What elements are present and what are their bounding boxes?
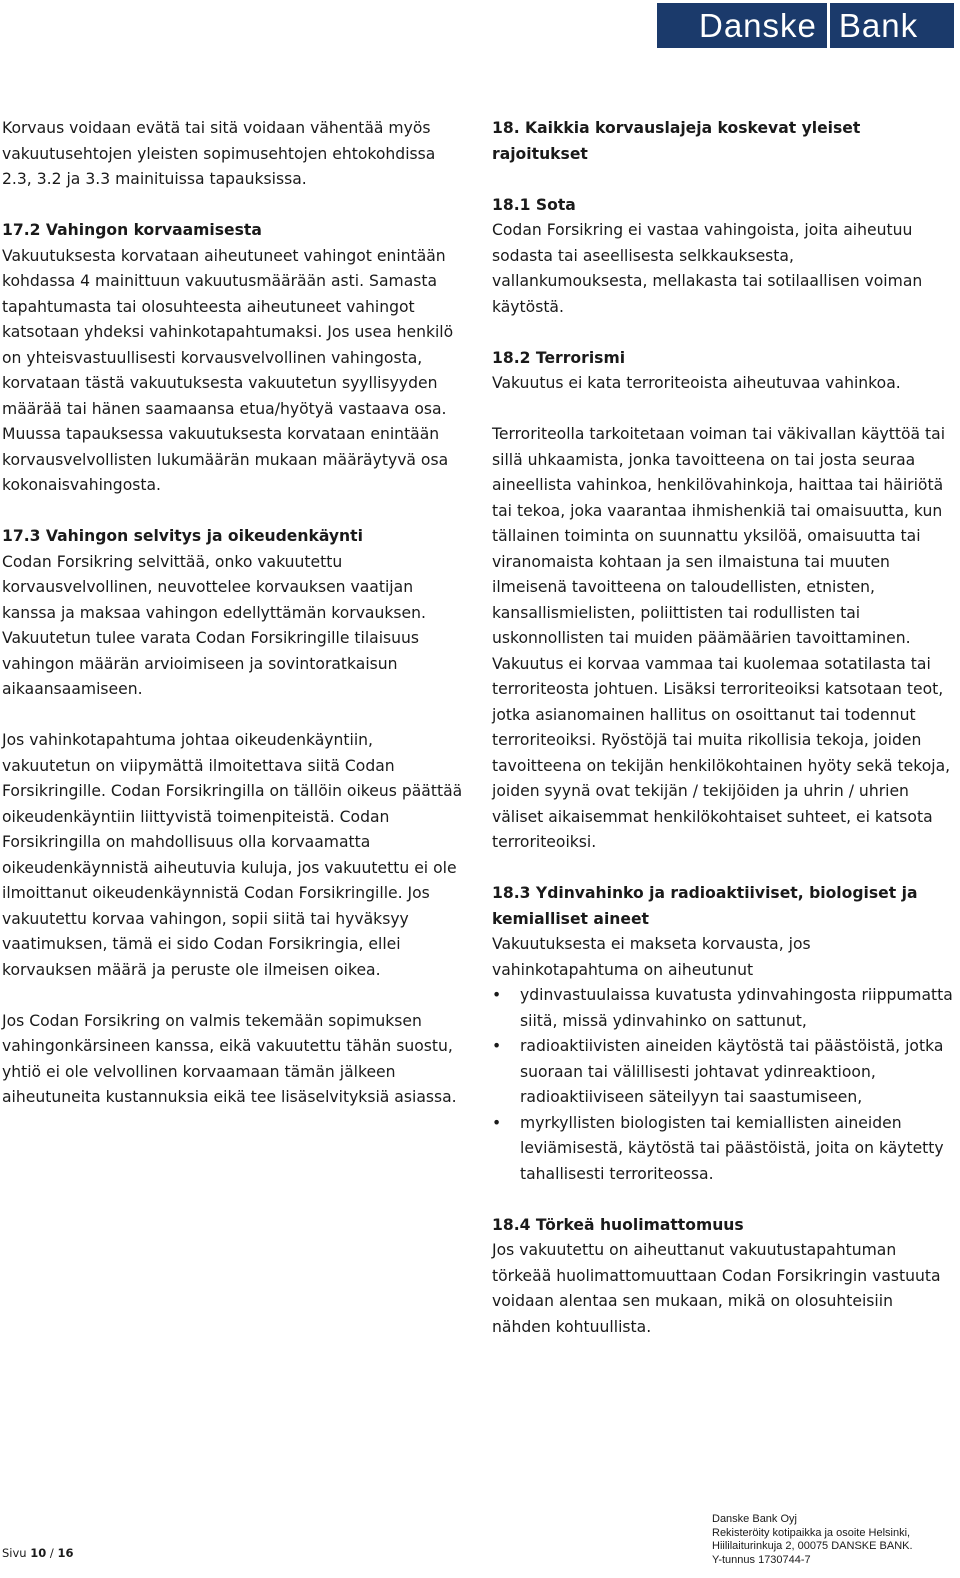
intro-section — [2, 116, 465, 193]
section-18-1-body: Codan Forsikring ei vastaa vahingoista, joita aiheutuu sodasta tai aseellisesta selkkauksesta, vallankumouksesta, mellakasta tai sotilaallisen voiman käytöstä. — [492, 221, 923, 316]
company-business-id: Y-tunnus 1730744-7 — [712, 1553, 811, 1566]
section-17-3-body: Codan Forsikring selvittää, onko vakuutettu korvausvelvollinen, neuvottelee korvauksen vaatijan kanssa ja maksaa vahingon edellyttämän korvauksen. Vakuutetun tulee varata Codan Forsikringille tilaisuus vahingon määrän arvioimiseen ja sovintoratkaisun aikaansaamiseen. — [2, 552, 426, 698]
section-18-4 — [492, 1213, 954, 1341]
section-18-2-heading: 18.2 Terrorismi — [492, 348, 626, 367]
section-18-1 — [492, 193, 954, 321]
section-18-2-paragraph-3: Vakuutus ei korvaa vammaa tai kuolemaa sotatilasta tai terroriteosta johtuen. Lisäksi terroriteoiksi katsotaan teot, jotka asianomainen hallitus on osoittanut tai todennut terroriteoiksi. Ryöstöjä tai muita rikollisia tekoja, joiden tavoitteena on tekijän henkilökohtainen hyöty sekä tekoja, joiden syynä ovat tekijän / tekijöiden ja uhrin / uhrien väliset aikaisemmat henkilökohtaiset suhteet, ei katsota terroriteoiksi. — [492, 654, 951, 851]
section-18-1-heading: 18.1 Sota — [492, 195, 576, 214]
section-18 — [492, 116, 954, 167]
section-17-3-paragraph-3: Jos Codan Forsikring on valmis tekemään sopimuksen vahingonkärsineen kanssa, eikä vakuutettu tähän suostu, yhtiö ei ole velvollinen korvaamaan tämän jälkeen aiheutuneita kustannuksia eikä tee lisäselvityksiä asiassa. — [2, 1011, 457, 1106]
danske-bank-logo — [657, 3, 954, 48]
page-current: 10 — [30, 1546, 47, 1560]
section-18-heading: 18. Kaikkia korvauslajeja koskevat yleiset rajoitukset — [492, 119, 861, 163]
section-18-2 — [492, 346, 954, 397]
company-name: Danske Bank Oyj — [712, 1513, 797, 1525]
page-label: Sivu — [2, 1546, 27, 1560]
company-registration: Rekisteröity kotipaikka ja osoite Helsinki, — [712, 1526, 911, 1539]
logo-text-bank: Bank — [838, 7, 919, 44]
section-17-3-heading: 17.3 Vahingon selvitys ja oikeudenkäynti — [2, 527, 363, 545]
section-18-2-part-2 — [492, 422, 954, 856]
section-17-2 — [2, 218, 465, 499]
page-total: 16 — [57, 1546, 74, 1560]
section-17-3 — [2, 524, 465, 703]
list-item: • ydinvastuulaissa kuvatusta ydinvahingosta riippumatta siitä, missä ydinvahinko on sattunut, — [492, 983, 954, 1034]
intro-paragraph: Korvaus voidaan evätä tai sitä voidaan vähentää myös vakuutusehtojen yleisten sopimusehtojen ehtokohdissa 2.3, 3.2 ja 3.3 mainituissa tapauksissa. — [2, 119, 436, 188]
list-item: • radioaktiivisten aineiden käytöstä tai päästöistä, jotka suoraan tai välillisesti johtavat ydinreaktioon, radioaktiiviseen säteilyyn tai saastumiseen, — [492, 1034, 954, 1111]
section-17-2-body: Vakuutuksesta korvataan aiheutuneet vahingot enintään kohdassa 4 mainittuun vakuutusmäärään asti. Samasta tapahtumasta tai olosuhteesta aiheutuneet vahingot katsotaan yhdeksi vahinkotapahtumaksi. Jos usea henkilö on yhteisvastuullisesti korvausvelvollinen vahingosta, korvataan tästä vakuutuksesta vakuutetun syyllisyyden määrää tai hänen saamaansa etua/hyötyä vastaava osa. Muussa tapauksessa vakuutuksesta korvataan enintään korvausvelvollisten lukumäärän mukaan määräytyvä osa kokonaisvahingosta. — [2, 246, 454, 494]
section-18-3-heading: 18.3 Ydinvahinko ja radioaktiiviset, biologiset ja kemialliset aineet — [492, 884, 918, 928]
section-18-3-list — [492, 983, 954, 1187]
company-info — [712, 1513, 958, 1567]
section-17-3-part-2 — [2, 728, 465, 983]
section-17-3-paragraph-2: Jos vahinkotapahtuma johtaa oikeudenkäyntiin, vakuutetun on viipymättä ilmoitettava siitä Codan Forsikringille. Codan Forsikringilla on tällöin oikeus päättää oikeudenkäyntiin liittyvistä toimenpiteistä. Codan Forsikringilla on mahdollisuus olla korvaamatta oikeudenkäynnistä aiheutuvia kuluja, jos vakuutettu ei ole ilmoittanut oikeudenkäynnistä Codan Forsikringille. Jos vakuutettu korvaa vahingon, sopii siitä tai hyväksyy vaatimuksen, tämä ei sido Codan Forsikringia, ellei korvauksen määrä ja peruste ole ilmeisen oikea. — [2, 731, 463, 979]
section-18-2-body: Vakuutus ei kata terroriteoista aiheutuvaa vahinkoa. — [492, 374, 901, 392]
section-17-3-part-3 — [2, 1009, 465, 1111]
left-column — [2, 116, 465, 1136]
section-18-3 — [492, 881, 954, 1187]
section-18-3-body: Vakuutuksesta ei makseta korvausta, jos vahinkotapahtuma on aiheutunut — [492, 935, 811, 979]
section-18-4-body: Jos vakuutettu on aiheuttanut vakuutustapahtuman törkeää huolimattomuuttaan Codan Forsikringin vastuuta voidaan alentaa sen mukaan, mikä on olosuhteisiin nähden kohtuullista. — [492, 1241, 941, 1336]
company-address: Hiililaiturinkuja 2, 00075 DANSKE BANK. — [712, 1540, 913, 1552]
page-separator: / — [49, 1546, 54, 1560]
list-item: • myrkyllisten biologisten tai kemiallisten aineiden leviämisestä, käytöstä tai päästöistä, joita on käytetty tahallisesti terroriteossa. — [492, 1111, 954, 1188]
logo-text-danske: Danske — [657, 3, 830, 48]
section-17-2-heading: 17.2 Vahingon korvaamisesta — [2, 221, 262, 239]
section-18-4-heading: 18.4 Törkeä huolimattomuus — [492, 1215, 744, 1234]
page-number — [2, 1546, 73, 1560]
right-column — [492, 116, 954, 1366]
section-18-2-paragraph-2: Terroriteolla tarkoitetaan voiman tai väkivallan käyttöä tai sillä uhkaamista, jonka tavoitteena on tai josta seuraa aineellista vahinkoa, henkilövahinkoja, haittaa tai häiriötä tai tekoa, joka vaarantaa ihmishenkiä tai omaisuutta, kun tällainen toiminta on suunnattu yksilöä, omaisuutta tai viranomaista kohtaan ja sen ilmaistuna tai muuten ilmeisenä tavoitteena on taloudellisten, etnisten, kansallismielisten, poliittisten tai rodullisten tai uskonnollisten tai muiden päämäärien tavoittaminen. — [492, 425, 946, 647]
